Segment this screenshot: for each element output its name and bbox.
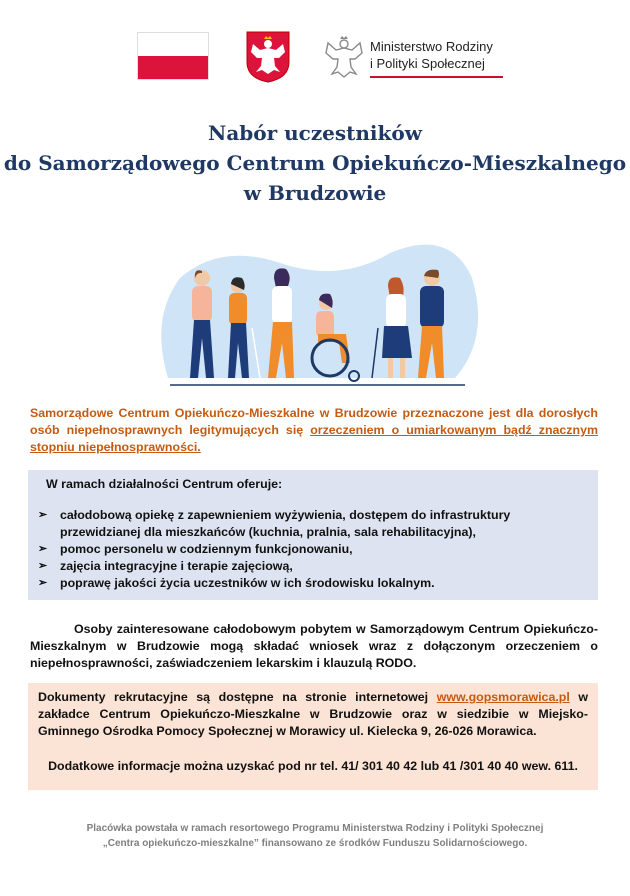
- footer: [0, 821, 630, 851]
- polish-flag-icon: [137, 32, 209, 80]
- list-item: [38, 507, 588, 541]
- contact-info: Dodatkowe informacje można uzyskać pod nr tel. 41/ 301 40 42 lub 41 /301 40 40 wew. 611.: [48, 759, 578, 773]
- intro-paragraph: [30, 405, 598, 456]
- ministry-eagle-icon: [323, 34, 365, 80]
- bullet-arrow-icon: ➢: [38, 543, 48, 555]
- people-illustration: [150, 228, 480, 393]
- list-item-text: zajęcia integracyjne i terapie zajęciową,: [60, 559, 293, 573]
- documents-text-after: w zakładce Centrum Opiekuńczo-Mieszkalne w Brudzowie oraz w siedzibie w Miejsko-Gminnego Ośrodka Pomocy Społecznej w Morawicy ul. Kielecka 9, 26-026 Morawica.: [38, 690, 588, 738]
- intro-underlined-text: orzeczeniem o umiarkowanym bądź znacznym stopniu niepełnosprawności.: [30, 423, 598, 454]
- ministry-logo: [323, 34, 513, 84]
- documents-box: [28, 683, 598, 790]
- ministry-underline: [370, 76, 503, 78]
- ministry-name: [370, 38, 493, 72]
- footer-line1: Placówka powstała w ramach resortowego Programu Ministerstwa Rodziny i Polityki Społecznej: [86, 823, 544, 834]
- bullet-arrow-icon: ➢: [38, 577, 48, 589]
- footer-line2: „Centra opiekuńczo-mieszkalne” finansowano ze środków Funduszu Solidarnościowego.: [102, 838, 528, 849]
- list-item-text: poprawę jakości życia uczestników w ich środowisku lokalnym.: [60, 576, 435, 590]
- ministry-name-line2: i Polityki Społecznej: [370, 56, 485, 71]
- application-paragraph: Osoby zainteresowane całodobowym pobytem w Samorządowym Centrum Opiekuńczo-Mieszkalnym w Brudzowie mogą składać wniosek wraz z dołączonym orzeczeniem o niepełnosprawności, zaświadczeniem lekarskim i klauzulą RODO.: [30, 622, 598, 670]
- offer-list: [38, 507, 588, 592]
- list-item: [38, 558, 588, 575]
- ministry-name-line1: Ministerstwo Rodziny: [370, 39, 493, 54]
- offer-box: [28, 470, 598, 600]
- documents-text: [38, 689, 588, 740]
- offer-heading: W ramach działalności Centrum oferuje:: [46, 477, 283, 491]
- list-item: [38, 541, 588, 558]
- title-line3: w Brudzowie: [243, 181, 387, 205]
- coat-of-arms-icon: [245, 30, 291, 84]
- title-line1: Nabór uczestników: [208, 121, 422, 145]
- intro-text: Samorządowe Centrum Opiekuńczo-Mieszkalne w Brudzowie przeznaczone jest dla dorosłych osób niepełnosprawnych legitymujących się: [30, 406, 598, 437]
- logos-row: [0, 30, 630, 86]
- list-item-text: całodobową opiekę z zapewnieniem wyżywienia, dostępem do infrastruktury przewidzianej dla mieszkańców (kuchnia, pralnia, sala rehabilitacyjna),: [60, 508, 511, 539]
- documents-text-before: Dokumenty rekrutacyjne są dostępne na stronie internetowej: [38, 690, 437, 704]
- page-title: [0, 118, 630, 208]
- bullet-arrow-icon: ➢: [38, 509, 48, 521]
- website-link[interactable]: www.gopsmorawica.pl: [436, 690, 570, 704]
- list-item-text: pomoc personelu w codziennym funkcjonowaniu,: [60, 542, 353, 556]
- bullet-arrow-icon: ➢: [38, 560, 48, 572]
- list-item: [38, 575, 588, 592]
- title-line2: do Samorządowego Centrum Opiekuńczo-Mieszkalnego: [3, 151, 627, 175]
